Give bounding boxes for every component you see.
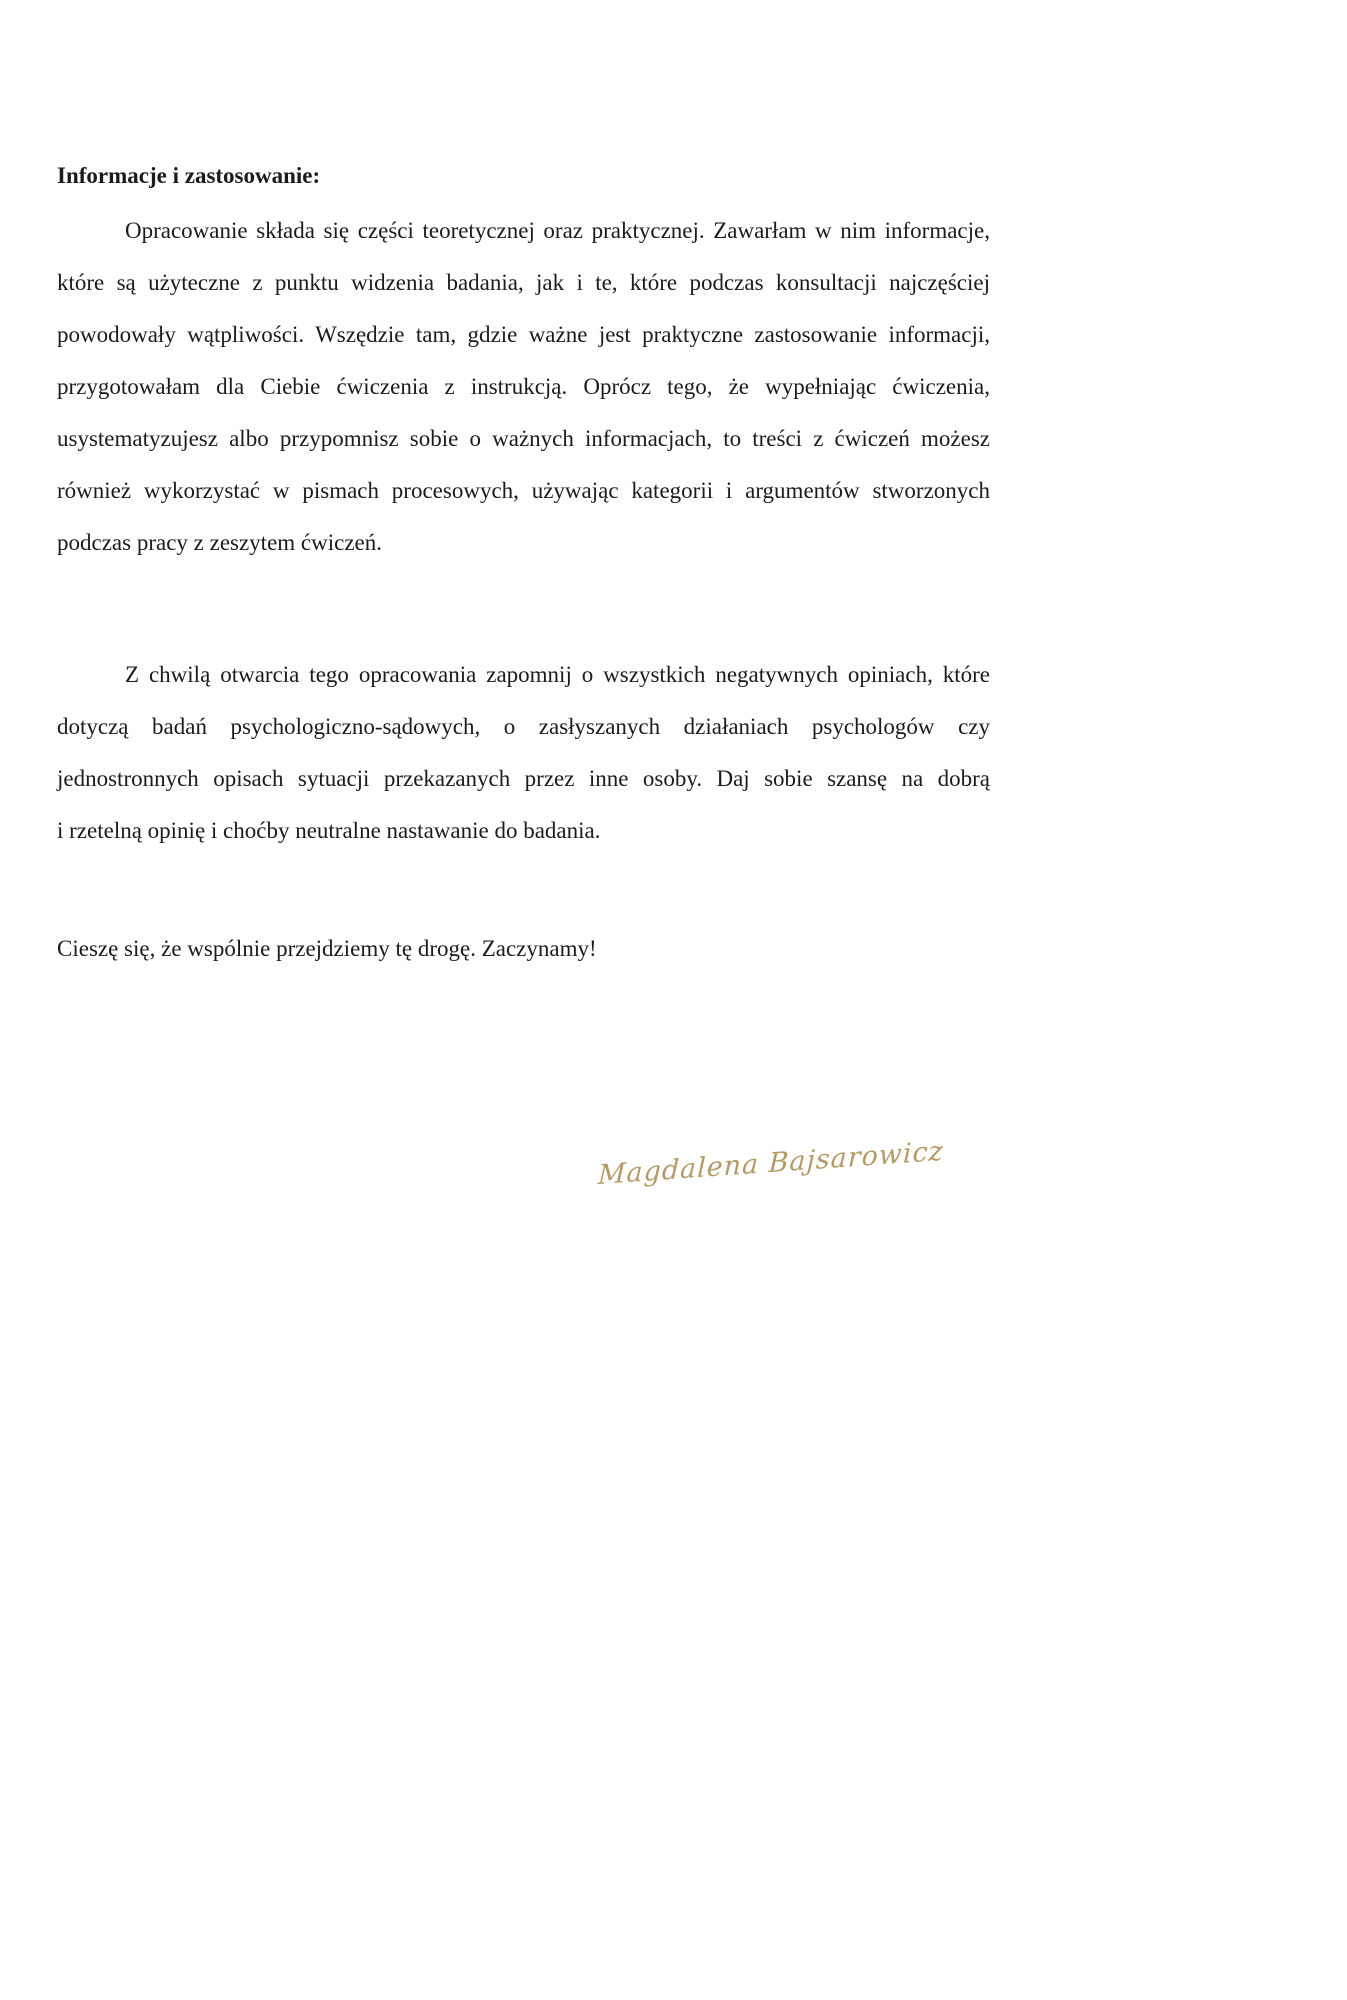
paragraph-line: również wykorzystać w pismach procesowych, używając kategorii i argumentów stworzonych [57,478,990,503]
paragraph [57,923,990,975]
paragraph-line: usystematyzujesz albo przypomnisz sobie o ważnych informacjach, to treści z ćwiczeń możesz [57,426,990,451]
paragraph-line: powodowały wątpliwości. Wszędzie tam, gdzie ważne jest praktyczne zastosowanie informacji, [57,322,990,347]
document-body [57,150,990,975]
paragraph-line: które są użyteczne z punktu widzenia badania, jak i te, które podczas konsultacji najczęściej [57,270,990,295]
paragraph-line: Cieszę się, że wspólnie przejdziemy tę drogę. Zaczynamy! [57,936,597,961]
paragraph [57,649,990,857]
paragraph-line: podczas pracy z zeszytem ćwiczeń. [57,530,383,555]
paragraph-line: przygotowałam dla Ciebie ćwiczenia z instrukcją. Oprócz tego, że wypełniając ćwiczenia, [57,374,990,399]
paragraph-line: jednostronnych opisach sytuacji przekazanych przez inne osoby. Daj sobie szansę na dobrą [57,766,990,791]
paragraph-line: Z chwilą otwarcia tego opracowania zapomnij o wszystkich negatywnych opiniach, które [125,662,990,687]
paragraph [57,205,990,569]
paragraph-line: i rzetelną opinię i choćby neutralne nastawanie do badania. [57,818,601,843]
handwritten-signature: Magdalena Bajsarowicz [597,1135,945,1192]
section-heading: Informacje i zastosowanie: [57,163,321,188]
paragraphs-container [57,205,990,975]
paragraph-line: Opracowanie składa się części teoretycznej oraz praktycznej. Zawarłam w nim informacje, [125,218,990,243]
paragraph-line: dotyczą badań psychologiczno-sądowych, o zasłyszanych działaniach psychologów czy [57,714,990,739]
